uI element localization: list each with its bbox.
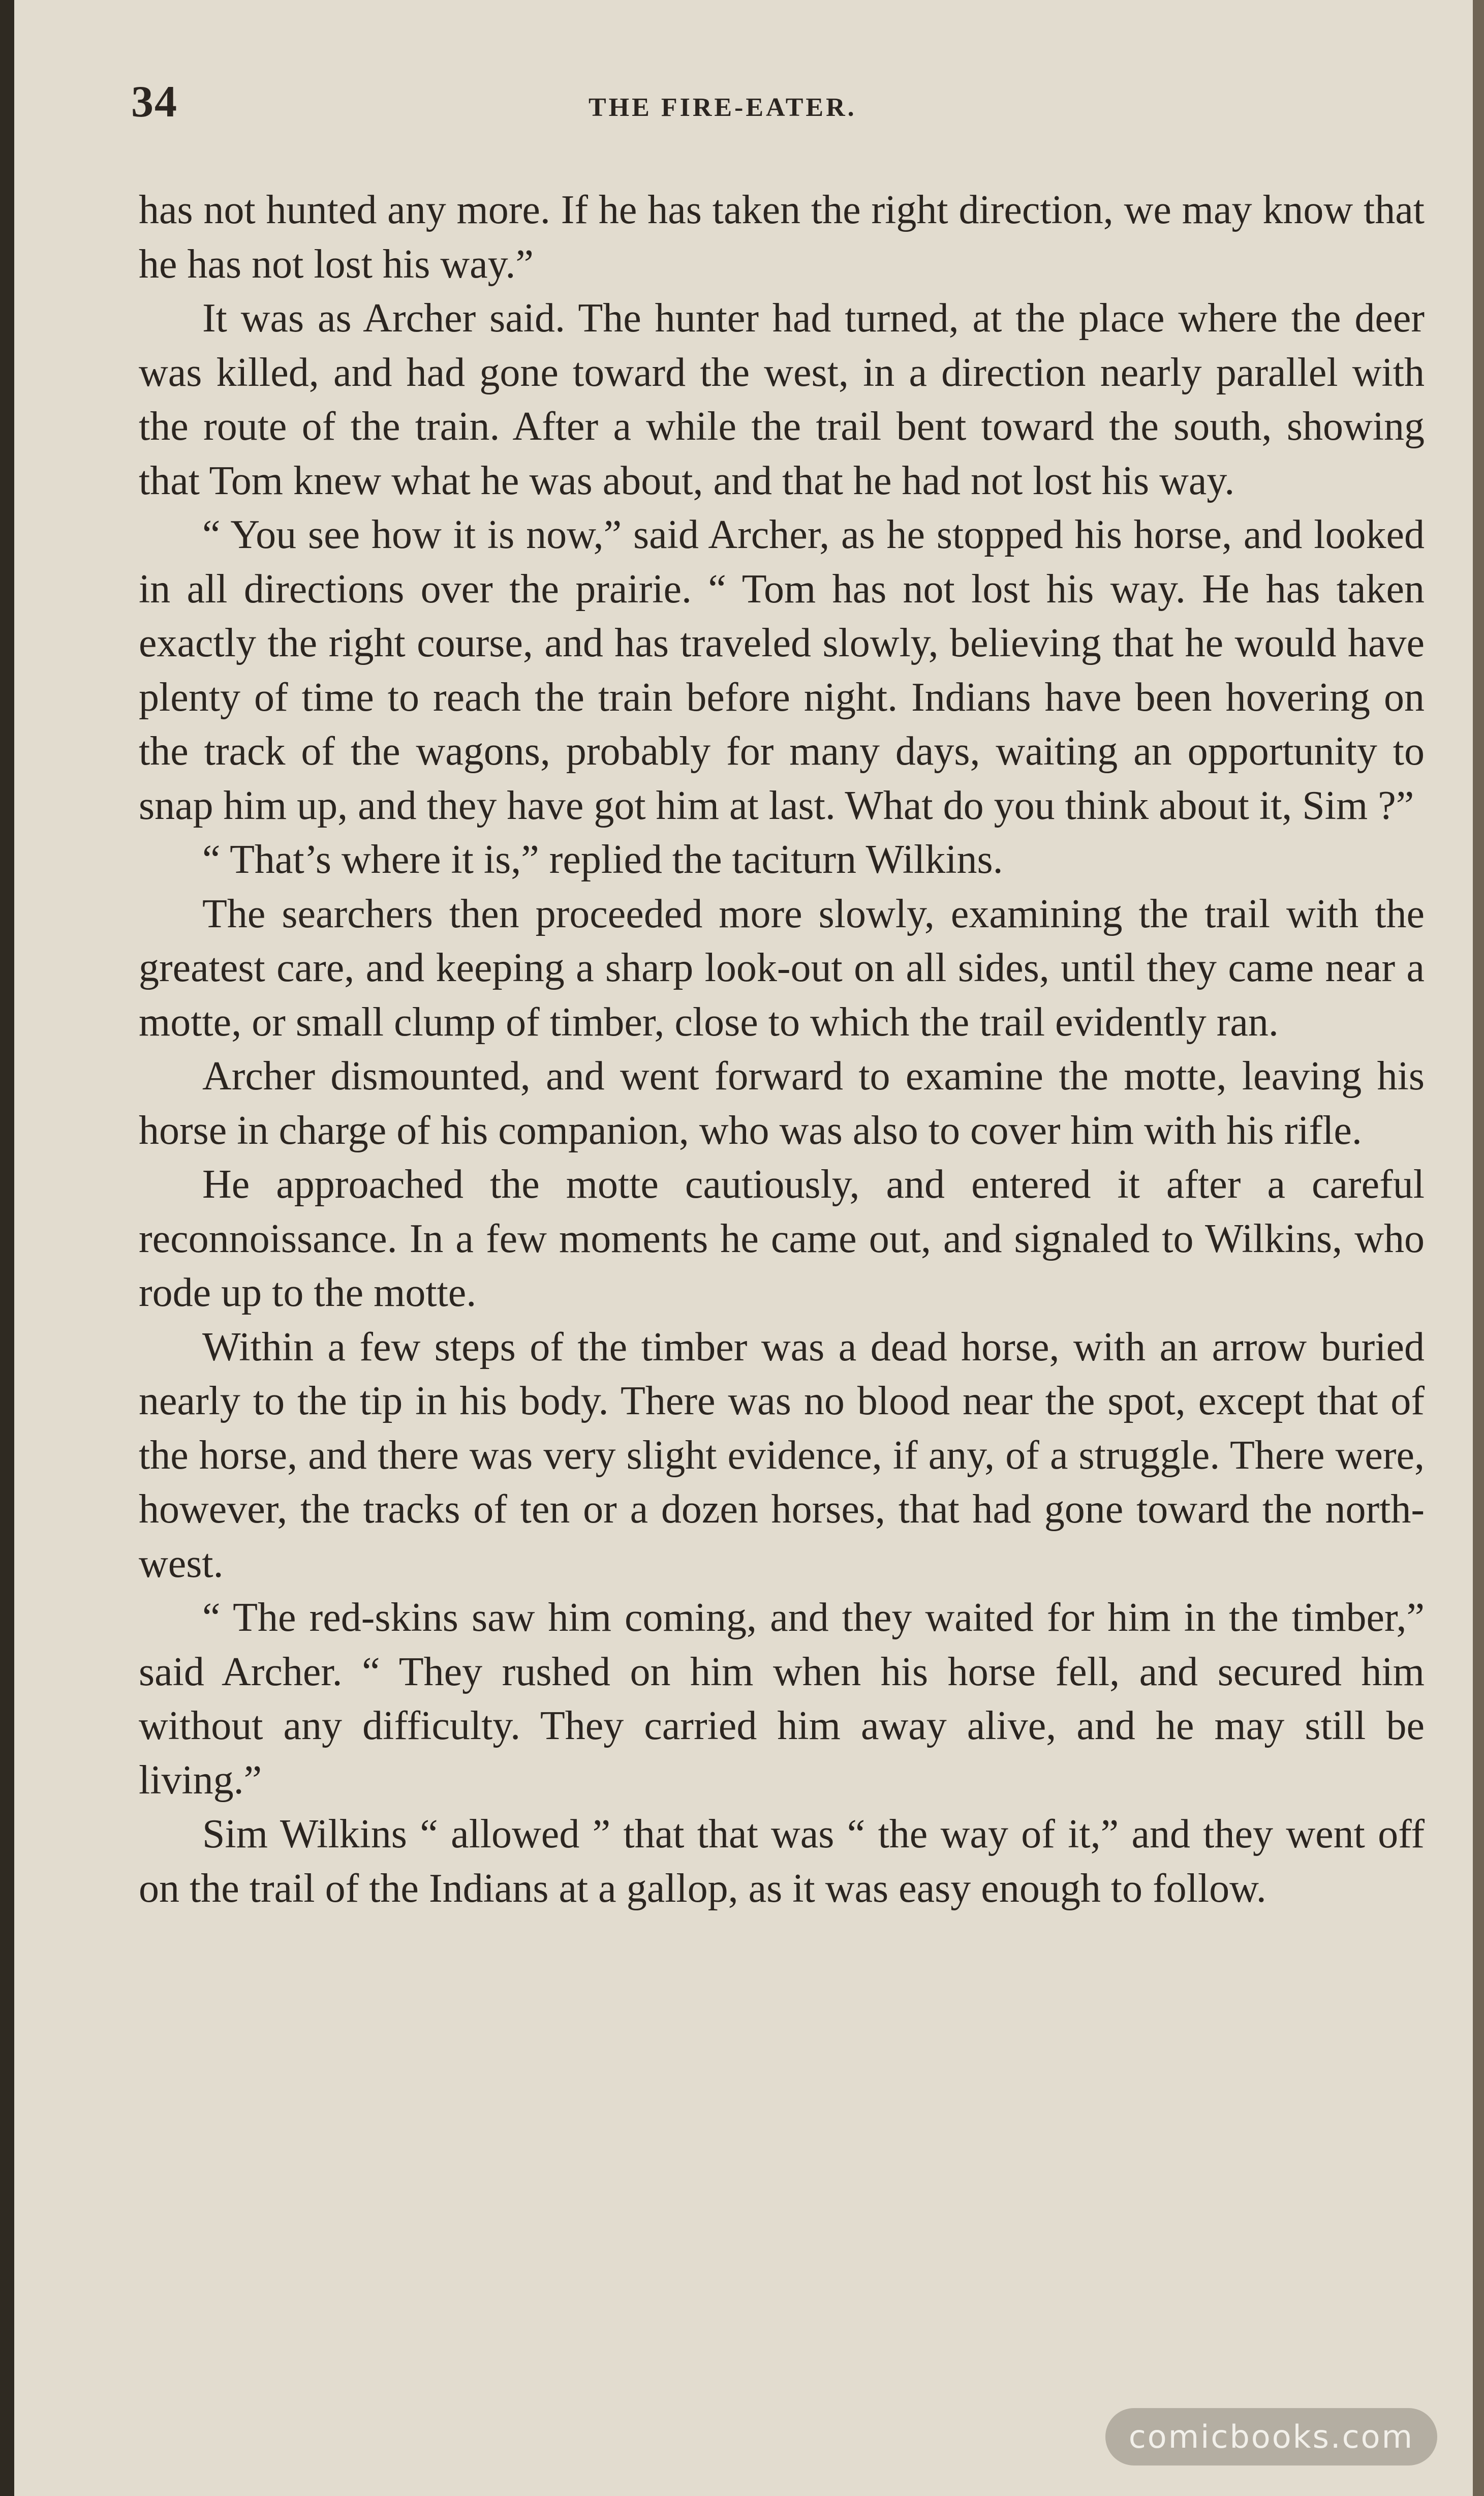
- running-head: THE FIRE-EATER.: [589, 93, 857, 122]
- paragraph: The searchers then proceeded more slowly, examining the trail with the greatest care, and keeping a sharp look-out on all sides, until they came near a motte, or small clump of timber, close to which the trail evidently ran.: [139, 891, 1425, 1045]
- page-number: 34: [131, 77, 178, 127]
- paragraph: It was as Archer said. The hunter had turned, at the place where the deer was killed, and had gone toward the west, in a direction nearly parallel with the route of the train. After a while the trail bent toward the south, showing that Tom knew what he was about, and that he had not lost his way.: [139, 296, 1425, 503]
- paragraph: “ The red-skins saw him coming, and they waited for him in the timber,” said Archer. “ They rushed on him when his horse fell, and secured him without any difficulty. They carried him away alive, and he may still be living.”: [139, 1595, 1425, 1803]
- paragraph: He approached the motte cautiously, and entered it after a careful reconnoissance. In a few moments he came out, and signaled to Wilkins, who rode up to the motte.: [139, 1162, 1425, 1315]
- paragraph: Sim Wilkins “ allowed ” that that was “ the way of it,” and they went off on the trail of the Indians at a gallop, as it was easy enough to follow.: [139, 1812, 1425, 1911]
- paragraph: Archer dismounted, and went forward to examine the motte, leaving his horse in charge of his companion, who was also to cover him with his rifle.: [139, 1054, 1425, 1153]
- paragraph: “ That’s where it is,” replied the taciturn Wilkins.: [202, 837, 1003, 882]
- body-text: [139, 183, 1425, 1915]
- paragraph: has not hunted any more. If he has taken the right direction, we may know that he has not lost his way.”: [139, 188, 1425, 287]
- paragraph: Within a few steps of the timber was a dead horse, with an arrow buried nearly to the tip in his body. There was no blood near the spot, except that of the horse, and there was very slight evidence, if any, of a struggle. There were, however, the tracks of ten or a dozen horses, that had gone toward the north-west.: [139, 1324, 1425, 1586]
- page-header: [131, 76, 1407, 137]
- paragraph: “ You see how it is now,” said Archer, as he stopped his horse, and looked in all directions over the prairie. “ Tom has not lost his way. He has taken exactly the right course, and has traveled slowly, believing that he would have plenty of time to reach the train before night. Indians have been hovering on the track of the wagons, probably for many days, waiting an opportunity to snap him up, and they have got him at last. What do you think about it, Sim ?”: [139, 512, 1425, 828]
- watermark: comicbooks.com: [1105, 2408, 1437, 2465]
